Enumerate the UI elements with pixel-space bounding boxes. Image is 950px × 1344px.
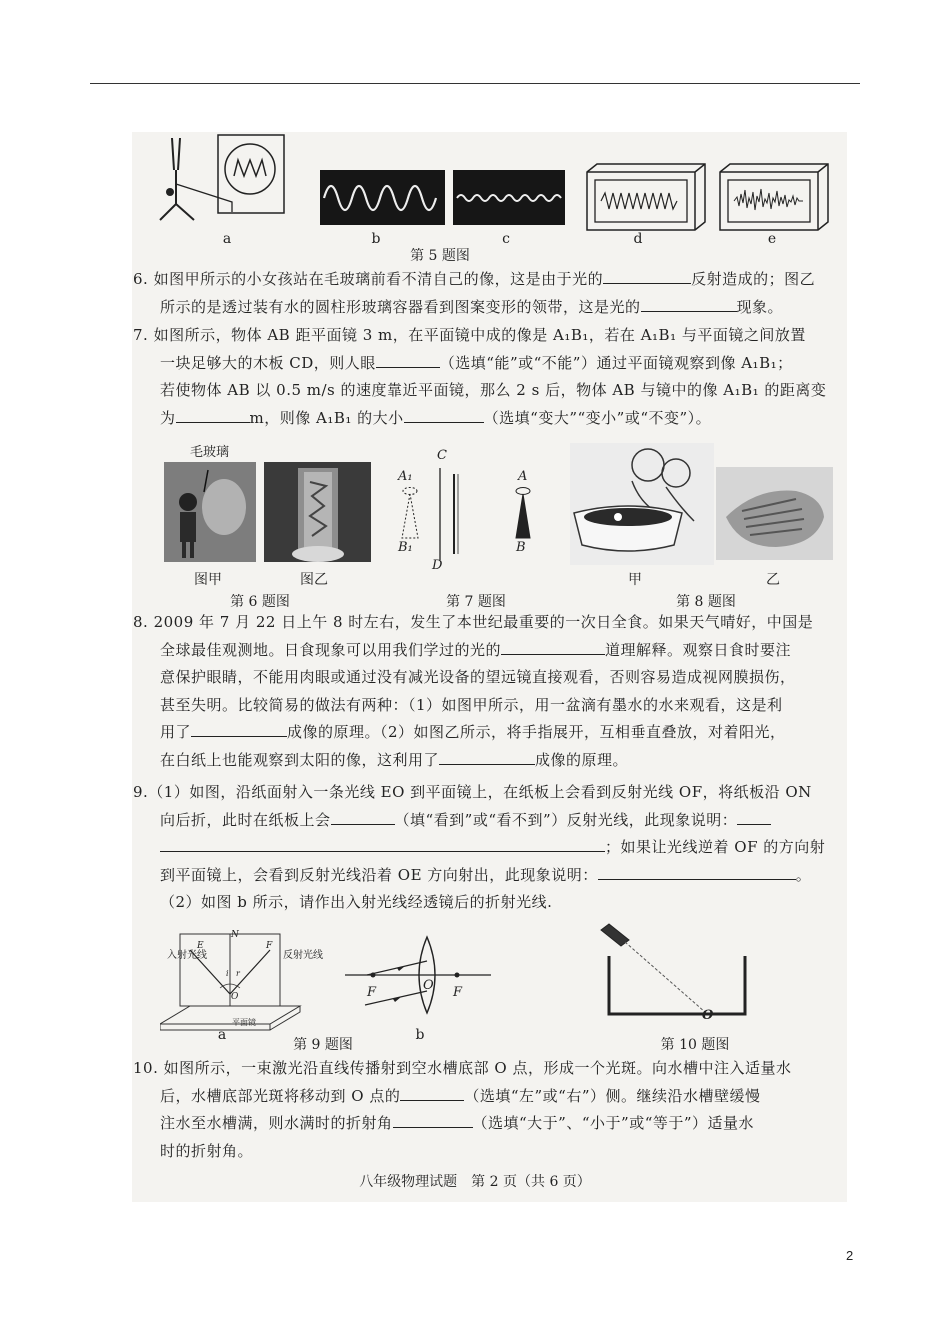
figure-9b-focus-right: F bbox=[453, 985, 463, 1000]
figure-7-caption: 第 7 题图 bbox=[446, 594, 506, 610]
question-10-line-1: 10. 如图所示，一束激光沿直线传播射到空水槽底部 O 点，形成一个光斑。向水槽中注入适量水 bbox=[133, 1059, 792, 1077]
figure-7-label-A1: A₁ bbox=[398, 469, 413, 484]
figure-7-label-B1: B₁ bbox=[398, 540, 413, 555]
figure-6-glass-label: 毛玻璃 bbox=[190, 445, 230, 460]
q8-blank-3[interactable] bbox=[439, 748, 535, 765]
figure-9a-point-F: F bbox=[266, 941, 273, 951]
question-7-line-2: 一块足够大的木板 CD，则人眼 （选填“能”或“不能”）通过平面镜观察到像 A₁B₁； bbox=[133, 350, 826, 378]
question-7-line-1: 7. 如图所示，物体 AB 距平面镜 3 m，在平面镜中成的像是 A₁B₁，若在 A₁B₁ 与平面镜之间放置 bbox=[133, 326, 806, 344]
q6-blank-2[interactable] bbox=[641, 295, 737, 312]
question-7 bbox=[133, 322, 826, 432]
figure-9a-angle-r: r bbox=[236, 969, 240, 978]
page-footer: 八年级物理试题 第 2 页（共 6 页） bbox=[359, 1174, 591, 1190]
figure-6-caption-jia: 图甲 bbox=[194, 572, 222, 588]
figure-8-caption-jia: 甲 bbox=[628, 572, 642, 588]
question-10-line-3: 注水至水槽满，则水满时的折射角 （选填“大于”、“小于”或“等于”）适量水 bbox=[133, 1110, 791, 1138]
figure-5-caption: 第 5 题图 bbox=[410, 248, 470, 264]
q8-blank-1[interactable] bbox=[501, 638, 605, 655]
question-7-line-4: 为 m，则像 A₁B₁ 的大小 （选填“变大”“变小”或“不变”）。 bbox=[133, 405, 826, 433]
figure-6-caption-yi: 图乙 bbox=[300, 572, 328, 588]
question-8-line-1: 8. 2009 年 7 月 22 日上午 8 时左右，发生了本世纪最重要的一次日全食。如果天气晴好，中国是 bbox=[133, 613, 814, 631]
figure-5-label-d: d bbox=[633, 231, 643, 247]
figure-9a-mirror-label: 平面镜 bbox=[232, 1018, 256, 1027]
q10-blank-1[interactable] bbox=[400, 1084, 464, 1101]
question-9-line-4: 到平面镜上，会看到反射光线沿着 OE 方向射出，此现象说明： 。 bbox=[133, 862, 825, 890]
figure-5-label-b: b bbox=[371, 231, 381, 247]
question-9-line-1: 9.（1）如图，沿纸面射入一条光线 EO 到平面镜上，在纸板上会看到反射光线 OF，将纸板沿 ON bbox=[133, 783, 812, 801]
question-10-line-2: 后，水槽底部光斑将移动到 O 点的 （选填“左”或“右”）侧。继续沿水槽壁缓慢 bbox=[133, 1083, 791, 1111]
figure-5c-waveform bbox=[453, 170, 565, 225]
question-8-line-6: 在白纸上也能观察到太阳的像，这利用了 成像的原理。 bbox=[133, 747, 813, 775]
question-8-line-4: 甚至失明。比较简易的做法有两种：（1）如图甲所示，用一盆滴有墨水的水来观看，这是利 bbox=[160, 695, 783, 714]
figure-9a-incident-label: 入射光线 bbox=[167, 950, 207, 961]
figure-5e-waveform bbox=[718, 162, 830, 232]
figure-7-label-A: A bbox=[518, 469, 528, 484]
figure-8-jia-drawing bbox=[570, 443, 714, 565]
figure-5b-waveform bbox=[320, 170, 445, 225]
figure-7-mirror-diagram bbox=[390, 448, 570, 578]
figure-8-caption-yi: 乙 bbox=[766, 572, 780, 588]
figure-6-photo-cylinder bbox=[264, 462, 371, 562]
question-10 bbox=[133, 1055, 791, 1165]
figure-9b-convex-lens bbox=[345, 935, 495, 1015]
figure-7-label-D: D bbox=[432, 558, 443, 573]
figure-6-photo-girl bbox=[164, 462, 256, 562]
q7-blank-1[interactable] bbox=[376, 351, 440, 368]
question-8 bbox=[133, 609, 813, 774]
q8-blank-2[interactable] bbox=[191, 720, 287, 737]
figure-10-laser-tank bbox=[595, 918, 755, 1030]
figure-9b-focus-left: F bbox=[367, 985, 377, 1000]
question-9-line-3: ；如果让光线逆着 OF 的方向射 bbox=[133, 834, 825, 862]
figure-9a-angle-i: i bbox=[226, 969, 229, 978]
question-8-line-2: 全球最佳观测地。日食现象可以用我们学过的光的 道理解释。观察日食时要注 bbox=[133, 637, 813, 665]
q9-blank-3[interactable] bbox=[598, 863, 796, 880]
figure-7-label-C: C bbox=[437, 448, 447, 463]
q6-blank-1[interactable] bbox=[603, 267, 691, 284]
figure-8-caption: 第 8 题图 bbox=[676, 594, 736, 610]
figure-6-caption: 第 6 题图 bbox=[230, 594, 290, 610]
q7-blank-2[interactable] bbox=[176, 406, 250, 423]
question-8-line-5: 用了 成像的原理。（2）如图乙所示，将手指展开，互相垂直叠放，对着阳光， bbox=[133, 719, 813, 747]
figure-9b-center-O: O bbox=[423, 978, 434, 993]
figure-5-label-e: e bbox=[767, 231, 777, 247]
question-6 bbox=[133, 266, 815, 321]
figure-9a-label: a bbox=[217, 1027, 227, 1043]
question-6-line-1: 6. 如图甲所示的小女孩站在毛玻璃前看不清自己的像，这是由于光的 反射造成的；图乙 bbox=[133, 266, 815, 294]
question-9 bbox=[133, 779, 825, 917]
q9-blank-2a[interactable] bbox=[737, 808, 771, 825]
question-10-line-4: 时的折射角。 bbox=[160, 1141, 254, 1160]
q7-blank-3[interactable] bbox=[404, 406, 484, 423]
figure-9b-label: b bbox=[415, 1027, 425, 1043]
page-number: 2 bbox=[846, 1248, 854, 1263]
question-9-line-5: （2）如图 b 所示，请作出入射光线经透镜后的折射光线. bbox=[160, 893, 553, 911]
figure-10-point-O: O bbox=[702, 1008, 714, 1023]
figure-8-yi-hands-photo bbox=[716, 467, 833, 560]
q10-blank-2[interactable] bbox=[393, 1111, 473, 1128]
figure-5a-oscilloscope-drawing bbox=[150, 132, 290, 227]
figure-5d-waveform bbox=[585, 162, 707, 232]
question-8-line-3: 意保护眼睛，不能用肉眼或通过没有减光设备的望远镜直接观看，否则容易造成视网膜损伤， bbox=[160, 668, 796, 686]
figure-9a-reflected-label: 反射光线 bbox=[283, 950, 323, 961]
question-9-line-2: 向后折，此时在纸板上会 （填“看到”或“看不到”）反射光线，此现象说明： bbox=[133, 807, 825, 835]
figure-5-label-a: a bbox=[222, 231, 232, 247]
top-rule bbox=[90, 83, 860, 84]
figure-5-label-c: c bbox=[502, 231, 510, 247]
q9-blank-1[interactable] bbox=[331, 808, 395, 825]
figure-9a-point-O: O bbox=[231, 992, 239, 1002]
question-7-line-3: 若使物体 AB 以 0.5 m/s 的速度靠近平面镜，那么 2 s 后，物体 AB 与镜中的像 A₁B₁ 的距离变 bbox=[160, 381, 827, 399]
figure-9a-point-N: N bbox=[231, 930, 239, 940]
q9-blank-2b[interactable] bbox=[160, 835, 605, 852]
figure-9a-point-E: E bbox=[197, 941, 204, 951]
figure-7-label-B: B bbox=[516, 540, 526, 555]
figure-9-caption: 第 9 题图 bbox=[293, 1037, 353, 1053]
figure-10-caption: 第 10 题图 bbox=[660, 1037, 730, 1053]
question-6-line-2: 所示的是透过装有水的圆柱形玻璃容器看到图案变形的领带，这是光的 现象。 bbox=[133, 294, 815, 322]
